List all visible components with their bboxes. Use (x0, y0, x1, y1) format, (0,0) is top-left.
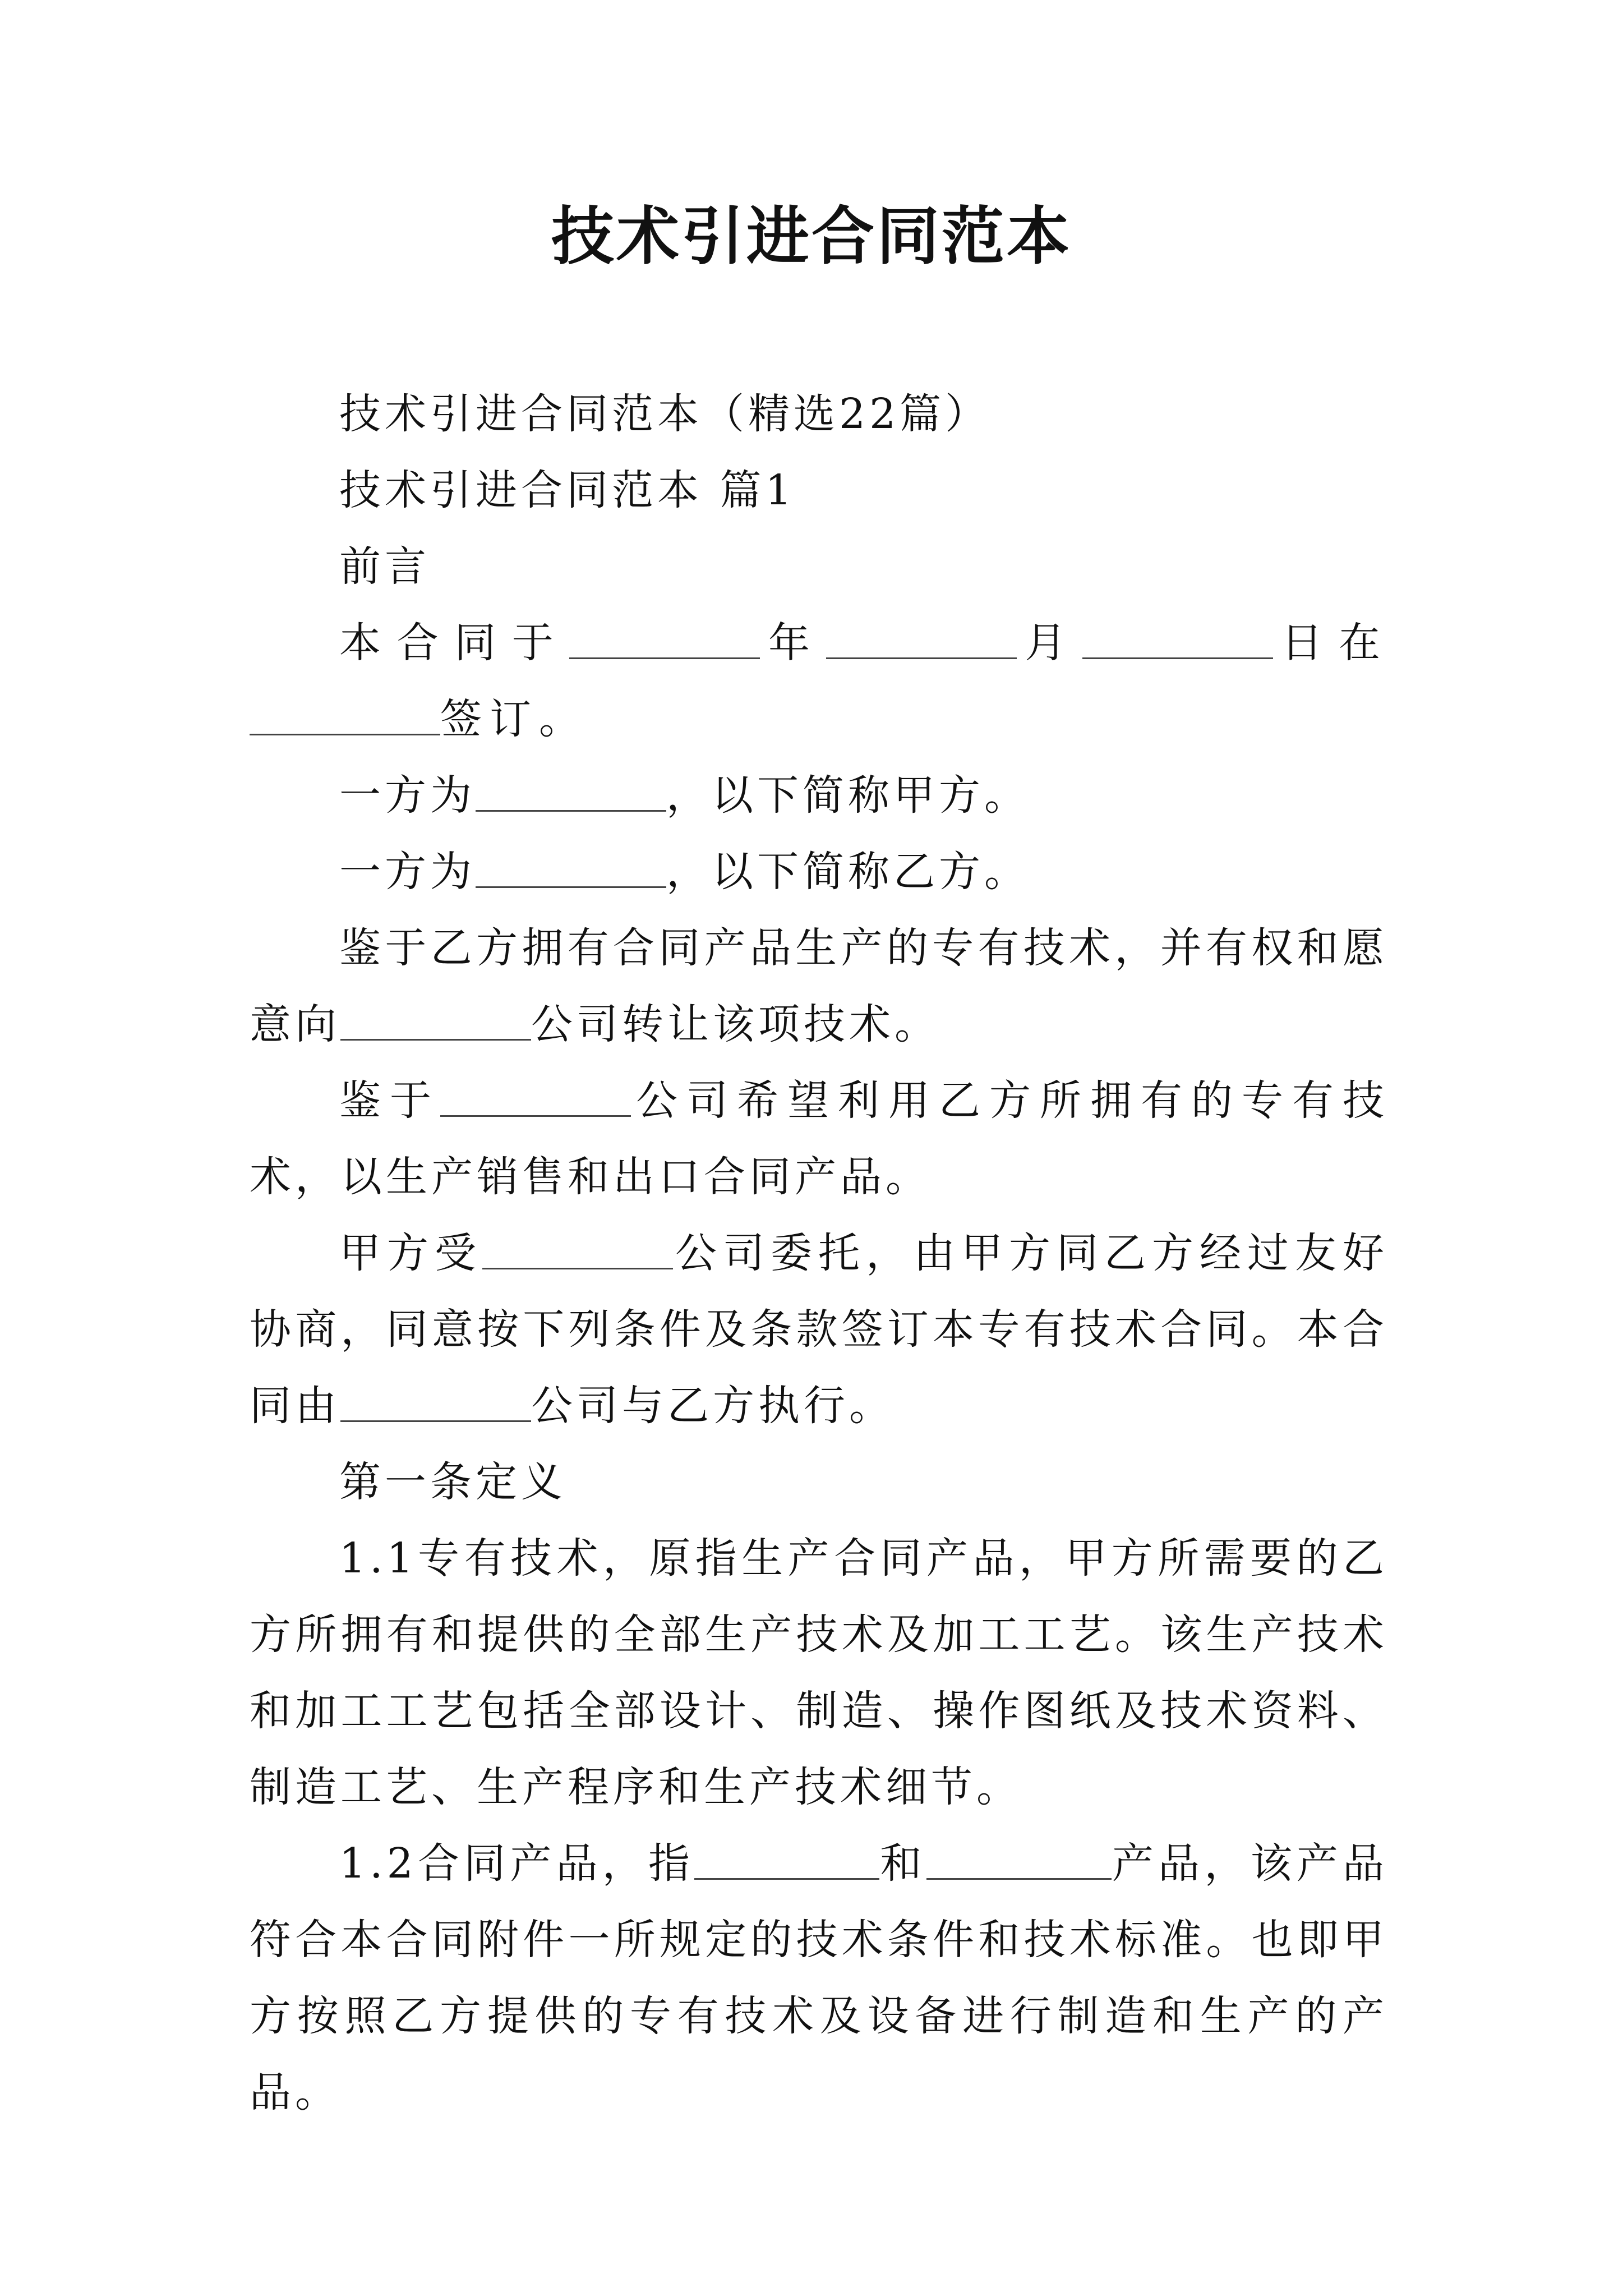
text: ，以下简称乙方。 (666, 848, 1030, 896)
paragraph-entrustment (250, 1215, 1388, 1444)
text: 产品，该产品符合本合同附件一所规定的技术条件和技术标准。也即甲方按照乙方提供的专有技术及设备进行制造和生产的产品。 (250, 1839, 1389, 2116)
text: 一方为 (339, 771, 476, 820)
blank-line (340, 1383, 531, 1422)
text: 1.1专有技术，原指生产合同产品，甲方所需要的乙方所拥有和提供的全部生产技术及加工工艺。该生产技术和加工工艺包括全部设计、制造、操作图纸及技术资料、制造工艺、生产程序和生产技术细节。 (250, 1534, 1388, 1811)
text: 和 (879, 1839, 926, 1888)
blank-line (340, 1002, 531, 1041)
paragraph-whereas-1 (250, 910, 1388, 1062)
paragraph-whereas-2 (250, 1062, 1388, 1215)
text: 技术引进合同范本（精选22篇） (339, 390, 991, 438)
blank-line (476, 849, 666, 888)
text: 签订。 (440, 695, 588, 743)
document-body (250, 376, 1388, 2131)
text: 本合同于 (339, 619, 570, 667)
document-title: 技术引进合同范本 (551, 200, 1072, 273)
blank-line (250, 697, 440, 735)
blank-line (826, 620, 1017, 659)
text: 公司委托，由甲方同乙方经过友好协商，同意按下列条件及条款签订本专有技术合同。本合同由 (250, 1229, 1388, 1430)
text: 年 (760, 619, 826, 667)
blank-line (569, 620, 760, 659)
text: 前言 (339, 542, 430, 591)
paragraph-heading-selection (250, 376, 1388, 452)
blank-line (694, 1841, 879, 1880)
paragraph-signing-date (250, 605, 1388, 757)
text: 一方为 (339, 848, 476, 896)
blank-line (440, 1078, 631, 1117)
text: 公司与乙方执行。 (531, 1382, 895, 1430)
paragraph-clause-1-2 (250, 1825, 1388, 2131)
text: ，以下简称甲方。 (666, 771, 1030, 820)
blank-line (926, 1841, 1112, 1880)
blank-line (482, 1231, 673, 1269)
text: 1.2合同产品，指 (339, 1839, 695, 1888)
paragraph-party-a (250, 757, 1388, 834)
text: 甲方受 (339, 1229, 482, 1277)
paragraph-preface (250, 528, 1388, 605)
paragraph-party-b (250, 834, 1388, 910)
text: 公司希望利用乙方所拥有的专有技术，以生产销售和出口合同产品。 (250, 1076, 1388, 1201)
text: 鉴于 (339, 1076, 440, 1125)
paragraph-article-1 (250, 1444, 1388, 1520)
blank-line (476, 773, 666, 812)
paragraph-clause-1-1 (250, 1520, 1388, 1825)
text: 日在 (1272, 619, 1389, 667)
text: 公司转让该项技术。 (531, 1000, 940, 1048)
text: 月 (1016, 619, 1082, 667)
text: 技术引进合同范本 篇1 (339, 466, 796, 514)
text: 鉴于乙方拥有合同产品生产的专有技术，并有权和愿意向 (250, 924, 1388, 1048)
paragraph-heading-part1 (250, 452, 1388, 528)
blank-line (1082, 620, 1273, 659)
text: 第一条定义 (339, 1458, 566, 1506)
